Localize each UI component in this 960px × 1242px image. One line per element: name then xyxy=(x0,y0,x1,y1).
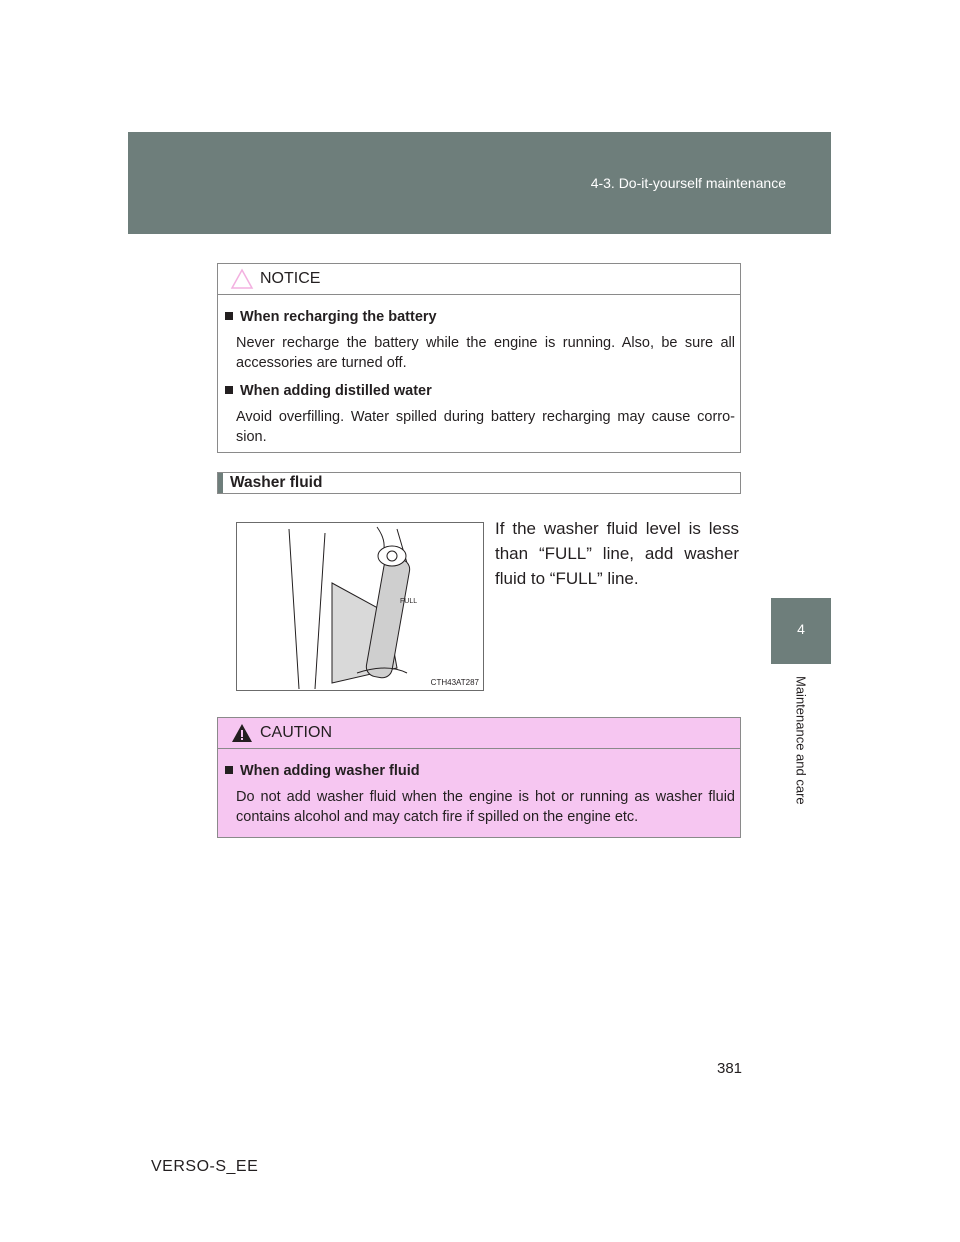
side-tab-label: Maintenance and care xyxy=(793,676,809,805)
notice-header xyxy=(218,264,740,295)
figure-code: CTH43AT287 xyxy=(430,678,479,687)
notice-item-text: Avoid overfilling. Water spilled during battery recharging may cause corro-sion. xyxy=(236,409,735,445)
caution-title: CAUTION xyxy=(260,724,332,741)
section-marker xyxy=(218,473,223,493)
caution-body xyxy=(218,749,740,847)
section-header xyxy=(217,472,741,494)
warning-outline-icon xyxy=(230,268,254,290)
side-tab-number: 4 xyxy=(771,598,831,664)
caution-heading-text: When adding washer fluid xyxy=(240,763,420,779)
notice-heading-text: When recharging the battery xyxy=(240,309,437,325)
side-tab xyxy=(771,664,831,824)
notice-body xyxy=(218,295,740,467)
footer-code: VERSO-S_EE xyxy=(151,1158,259,1175)
bullet-icon xyxy=(225,312,233,320)
caution-header xyxy=(218,718,740,749)
notice-title: NOTICE xyxy=(260,270,321,287)
bullet-icon xyxy=(225,386,233,394)
caution-item-text: Do not add washer fluid when the engine is hot or running as washer fluid contains alcohol and may catch fire if spilled on the engine etc. xyxy=(236,789,735,825)
notice-item-heading xyxy=(225,381,735,401)
header-section-title: 4-3. Do-it-yourself maintenance xyxy=(590,175,786,191)
washer-fluid-description: If the washer fluid level is less than “FULL” line, add washer fluid to “FULL” line. xyxy=(495,519,739,588)
notice-heading-text: When adding distilled water xyxy=(240,383,432,399)
washer-reservoir-illustration xyxy=(237,523,483,690)
header-bar xyxy=(128,132,831,234)
washer-fluid-figure xyxy=(236,522,484,691)
notice-box xyxy=(217,263,741,453)
bullet-icon xyxy=(225,766,233,774)
caution-item-heading xyxy=(225,761,735,781)
section-title: Washer fluid xyxy=(230,474,323,491)
caution-box xyxy=(217,717,741,838)
warning-icon xyxy=(230,722,254,744)
notice-item-text: Never recharge the battery while the engine is running. Also, be sure all accessories are turned off. xyxy=(236,335,735,371)
page-number: 381 xyxy=(717,1060,743,1077)
notice-item-heading xyxy=(225,307,735,327)
full-marker-label: FULL xyxy=(400,598,418,605)
